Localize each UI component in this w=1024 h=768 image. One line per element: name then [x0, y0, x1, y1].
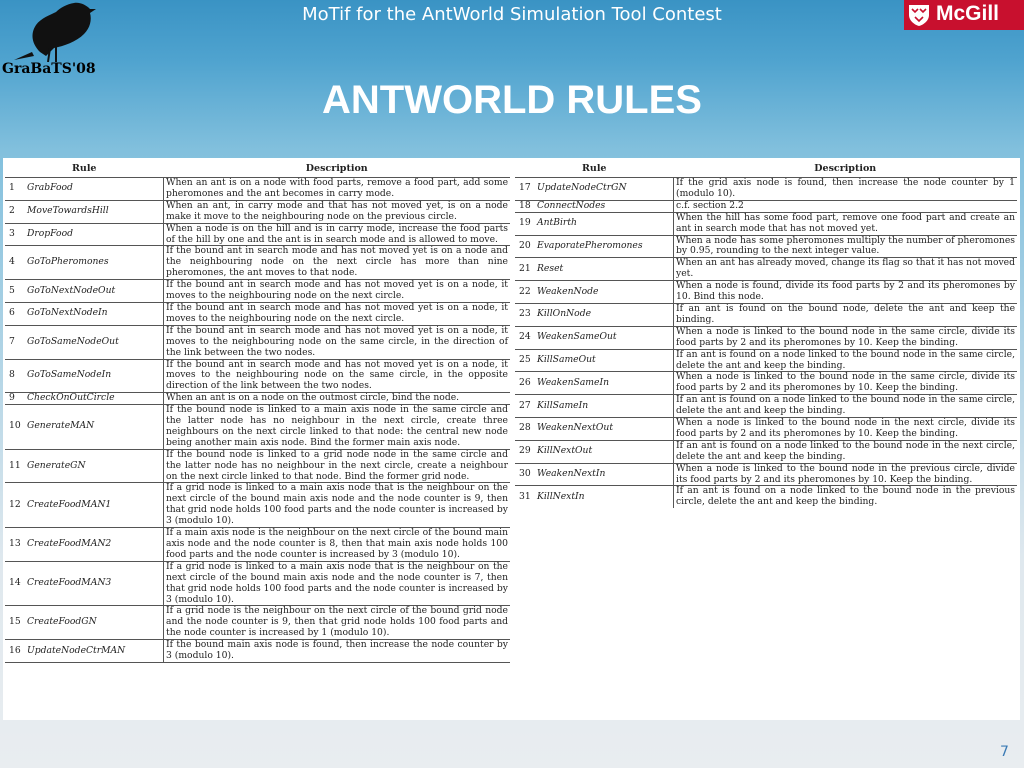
table-row — [515, 200, 1017, 212]
rules-table-panel — [3, 158, 1020, 720]
rule-name: GoToSameNodeIn — [25, 359, 164, 393]
rule-description: If an ant is found on a node linked to the bound node in the same circle, delete the ant and keep the binding. — [674, 395, 1018, 418]
rules-table-left — [5, 162, 510, 663]
crest-icon — [907, 3, 931, 27]
table-row — [5, 528, 510, 562]
rule-description: When an ant has already moved, change its flag so that it has not moved yet. — [674, 258, 1018, 281]
rule-description: When a node is on the hill and is in carry mode, increase the food parts of the hill by one and the ant is in search mode and is allowed to move. — [164, 223, 511, 246]
table-row — [515, 258, 1017, 281]
table-row — [515, 281, 1017, 304]
table-row — [515, 395, 1017, 418]
rule-number: 26 — [515, 372, 535, 395]
rule-description: If the bound ant in search mode and has not moved yet is on a node, it moves to the neighbouring node on the next circle. — [164, 302, 511, 325]
rule-number: 10 — [5, 405, 25, 450]
rules-table-right — [515, 162, 1017, 508]
table-row — [5, 302, 510, 325]
table-row — [5, 178, 510, 201]
rule-number: 7 — [5, 325, 25, 359]
rule-name: AntBirth — [535, 212, 674, 235]
table-row — [515, 440, 1017, 463]
rule-description: If a grid node is the neighbour on the next circle of the bound grid node and the node counter is 9, then that grid node holds 100 food parts and the node counter is increased by 1 (modulo 10). — [164, 606, 511, 640]
table-row — [5, 449, 510, 483]
table-row — [5, 405, 510, 450]
rule-name: MoveTowardsHill — [25, 200, 164, 223]
slide-title: ANTWORLD RULES — [322, 78, 702, 122]
rule-number: 8 — [5, 359, 25, 393]
rule-description: If the bound ant in search mode and has not moved yet is on a node, it moves to the neighbouring node on the next circle. — [164, 280, 511, 303]
rule-number: 3 — [5, 223, 25, 246]
rule-name: WeakenSameOut — [535, 326, 674, 349]
rule-description: When a node is linked to the bound node in the same circle, divide its food parts by 2 and its pheromones by 10. Keep the binding. — [674, 326, 1018, 349]
rule-description: When an ant is on a node with food parts, remove a food part, add some pheromones and the ant becomes in carry mode. — [164, 178, 511, 201]
table-row — [5, 606, 510, 640]
rule-name: GoToNextNodeOut — [25, 280, 164, 303]
rules-table-left-body — [5, 178, 510, 663]
rule-name: UpdateNodeCtrGN — [535, 178, 674, 201]
table-row — [515, 212, 1017, 235]
rule-number: 11 — [5, 449, 25, 483]
rule-description: If a main axis node is the neighbour on the next circle of the bound main axis node and the node counter is 8, then that main axis node holds 100 food parts and the node counter is increased by 3 (modulo 10). — [164, 528, 511, 562]
rule-number: 13 — [5, 528, 25, 562]
mcgill-text: McGill — [936, 2, 1000, 25]
rule-name: Reset — [535, 258, 674, 281]
rule-description: If the bound node is linked to a grid node node in the same circle and the latter node has no neighbour in the next circle, create a neighbour on the next circle linked to that node. Bind the former grid node. — [164, 449, 511, 483]
table-row — [5, 640, 510, 663]
column-header-description: Description — [164, 162, 511, 178]
rule-description: If the bound ant in search mode and has not moved yet is on a node, it moves to the neighbouring node on the same circle, in the direction of the link between the two nodes. — [164, 325, 511, 359]
rule-number: 1 — [5, 178, 25, 201]
rule-description: If the grid axis node is found, then increase the node counter by 1 (modulo 10). — [674, 178, 1018, 201]
rule-description: When a node is linked to the bound node in the previous circle, divide its food parts by 2 and its pheromones by 10. Keep the binding. — [674, 463, 1018, 486]
table-row — [515, 463, 1017, 486]
rule-name: UpdateNodeCtrMAN — [25, 640, 164, 663]
table-row — [5, 483, 510, 528]
rule-number: 5 — [5, 280, 25, 303]
column-header-rule: Rule — [5, 162, 164, 178]
rule-description: If the bound node is linked to a main axis node in the same circle and the latter node has no neighbour in the next circle, create three neighbours on the next circle linked to that node: the central new node being another main axis node. Bind the former main axis node. — [164, 405, 511, 450]
rule-description: When a node is linked to the bound node in the same circle, divide its food parts by 2 and its pheromones by 10. Keep the binding. — [674, 372, 1018, 395]
table-row — [5, 393, 510, 405]
rule-name: KillNextIn — [535, 486, 674, 508]
rule-number: 19 — [515, 212, 535, 235]
table-row — [5, 223, 510, 246]
rule-number: 27 — [515, 395, 535, 418]
rule-description: If an ant is found on a node linked to the bound node in the next circle, delete the ant and keep the binding. — [674, 440, 1018, 463]
rule-description: If an ant is found on the bound node, delete the ant and keep the binding. — [674, 303, 1018, 326]
table-row — [5, 280, 510, 303]
rule-name: EvaporatePheromones — [535, 235, 674, 258]
logo-text: GraBaTS'08 — [2, 61, 96, 77]
rule-name: CheckOnOutCircle — [25, 393, 164, 405]
rule-name: GenerateMAN — [25, 405, 164, 450]
rule-description: If the bound main axis node is found, then increase the node counter by 3 (modulo 10). — [164, 640, 511, 663]
rule-number: 25 — [515, 349, 535, 372]
table-row — [515, 326, 1017, 349]
rule-number: 16 — [5, 640, 25, 663]
rule-name: GrabFood — [25, 178, 164, 201]
table-row — [5, 325, 510, 359]
rule-description: When a node is found, divide its food parts by 2 and its pheromones by 10. Bind this node. — [674, 281, 1018, 304]
table-row — [5, 359, 510, 393]
rule-number: 6 — [5, 302, 25, 325]
rule-name: KillOnNode — [535, 303, 674, 326]
rule-number: 28 — [515, 418, 535, 441]
rule-description: When a node has some pheromones multiply the number of pheromones by 0.95, rounding to the next integer value. — [674, 235, 1018, 258]
table-row — [515, 349, 1017, 372]
rule-description: If an ant is found on a node linked to the bound node in the same circle, delete the ant and keep the binding. — [674, 349, 1018, 372]
rule-name: WeakenNextIn — [535, 463, 674, 486]
rule-name: WeakenNode — [535, 281, 674, 304]
table-row — [515, 418, 1017, 441]
rule-number: 24 — [515, 326, 535, 349]
rule-name: DropFood — [25, 223, 164, 246]
rule-number: 20 — [515, 235, 535, 258]
table-row — [5, 246, 510, 280]
table-row — [5, 561, 510, 606]
rule-name: GoToNextNodeIn — [25, 302, 164, 325]
table-row — [5, 200, 510, 223]
rule-description: If an ant is found on a node linked to the bound node in the previous circle, delete the ant and keep the binding. — [676, 485, 1015, 508]
rule-name: WeakenSameIn — [535, 372, 674, 395]
rule-description: When an ant is on a node on the outmost circle, bind the node. — [164, 393, 511, 405]
table-row — [515, 303, 1017, 326]
rule-number: 31 — [519, 490, 531, 502]
rule-name: CreateFoodMAN1 — [25, 483, 164, 528]
rule-number: 23 — [515, 303, 535, 326]
rule-description: When an ant, in carry mode and that has not moved yet, is on a node make it move to the neighbouring node on the previous circle. — [164, 200, 511, 223]
rule-name: KillSameOut — [535, 349, 674, 372]
rules-table-right-body — [515, 178, 1017, 509]
column-header-rule: Rule — [515, 162, 674, 178]
rule-name: KillSameIn — [535, 395, 674, 418]
rule-number: 12 — [5, 483, 25, 528]
column-header-description: Description — [674, 162, 1018, 178]
rule-name: CreateFoodGN — [25, 606, 164, 640]
rule-name: GoToPheromones — [25, 246, 164, 280]
rule-number: 15 — [5, 606, 25, 640]
rule-number: 14 — [5, 561, 25, 606]
rule-number: 30 — [515, 463, 535, 486]
rule-description: If a grid node is linked to a main axis node that is the neighbour on the next circle of the bound main axis node and the node counter is 9, then that grid node holds 100 food parts and the node counter is increased by 3 (modulo 10). — [164, 483, 511, 528]
rule-number: 4 — [5, 246, 25, 280]
rule-number: 22 — [515, 281, 535, 304]
rule-description: c.f. section 2.2 — [674, 200, 1018, 212]
rule-number: 17 — [515, 178, 535, 201]
rule-number: 9 — [5, 393, 25, 405]
rule-number: 29 — [515, 440, 535, 463]
rule-description: When a node is linked to the bound node in the next circle, divide its food parts by 2 and its pheromones by 10. Keep the binding. — [674, 418, 1018, 441]
rule-name: KillNextOut — [535, 440, 674, 463]
table-row — [515, 372, 1017, 395]
table-row — [515, 178, 1017, 201]
page-number: 7 — [1000, 744, 1009, 760]
rule-description: If a grid node is linked to a main axis node that is the neighbour on the next circle of the bound main axis node and the node counter is 7, then that grid node holds 100 food parts and the node counter is increased by 3 (modulo 10). — [164, 561, 511, 606]
rule-name: WeakenNextOut — [535, 418, 674, 441]
rule-name: CreateFoodMAN2 — [25, 528, 164, 562]
rule-name: CreateFoodMAN3 — [25, 561, 164, 606]
rule-description: If the bound ant in search mode and has not moved yet is on a node, it moves to the neighbouring node on the same circle, in the opposite direction of the link between the two nodes. — [164, 359, 511, 393]
presentation-title: MoTif for the AntWorld Simulation Tool Contest — [302, 4, 722, 25]
rule-number: 18 — [515, 200, 535, 212]
mcgill-logo — [904, 0, 1024, 30]
rule-number: 21 — [515, 258, 535, 281]
rule-description: When the hill has some food part, remove one food part and create an ant in search mode that has not moved yet. — [674, 212, 1018, 235]
table-row — [515, 486, 1017, 508]
table-row — [515, 235, 1017, 258]
rule-name: GenerateGN — [25, 449, 164, 483]
rule-name: GoToSameNodeOut — [25, 325, 164, 359]
rule-description: If the bound ant in search mode and has not moved yet is on a node and the neighbouring node on the next circle has more than nine pheromones, the ant moves to that node. — [164, 246, 511, 280]
rule-number: 2 — [5, 200, 25, 223]
rule-name: ConnectNodes — [535, 200, 674, 212]
